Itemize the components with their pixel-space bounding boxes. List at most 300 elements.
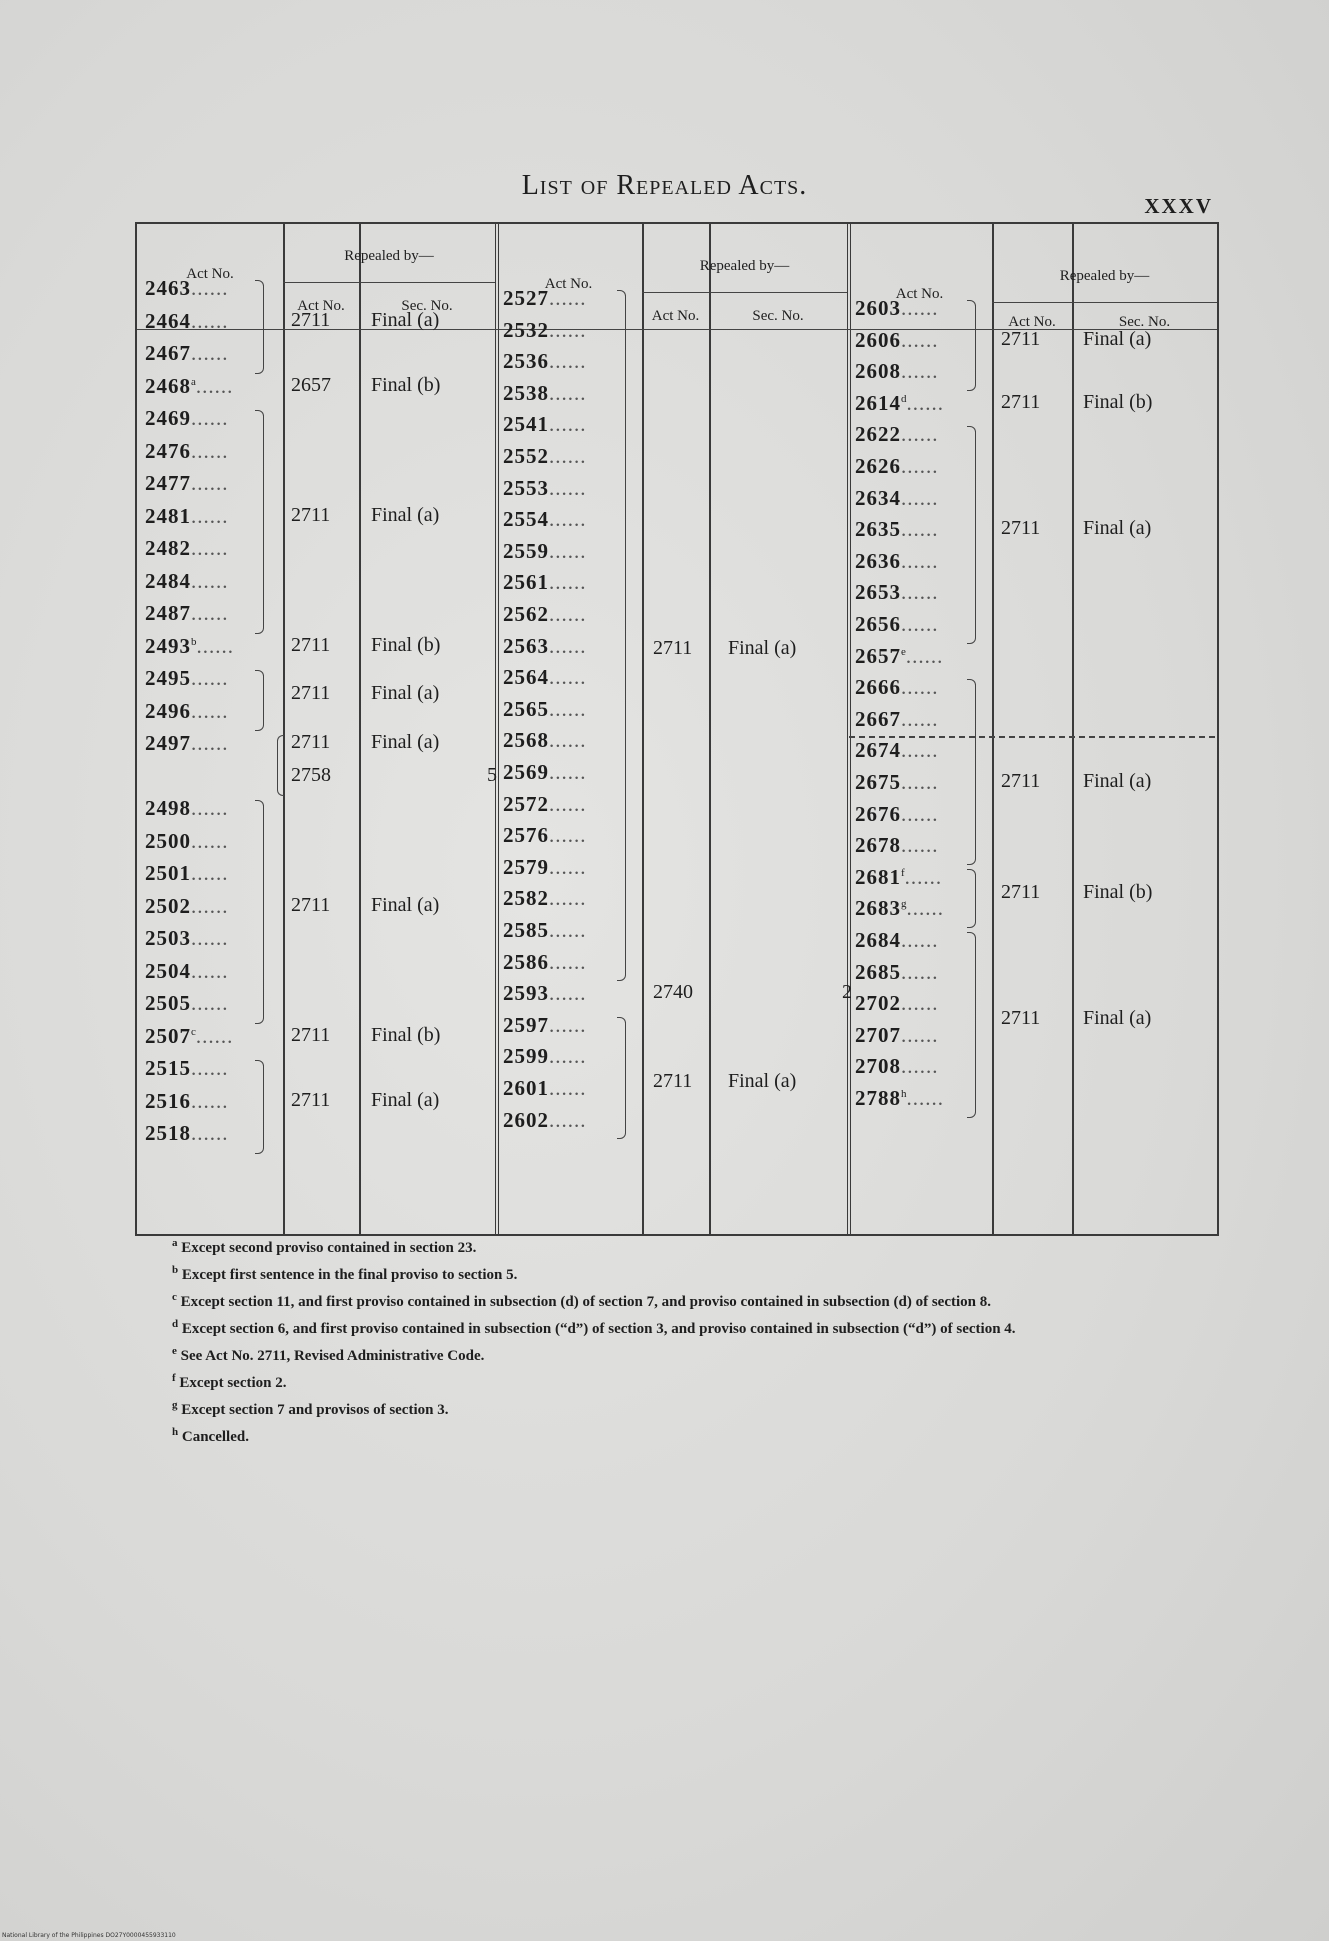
act-row — [145, 439, 229, 464]
dot-leader: ...... — [191, 698, 229, 723]
act-row — [855, 580, 939, 605]
act-row — [145, 731, 229, 756]
dot-leader: ...... — [901, 706, 939, 731]
act-number: 2634 — [855, 485, 901, 510]
dot-leader: ...... — [901, 801, 939, 826]
repealing-act-no: 2711 — [291, 633, 331, 656]
dot-leader: ...... — [549, 570, 587, 595]
dot-leader: ...... — [191, 861, 229, 885]
dot-leader: ...... — [196, 633, 234, 658]
repealing-sec-no: Final (b) — [371, 1023, 441, 1046]
act-row — [503, 823, 587, 848]
act-row — [503, 381, 587, 406]
act-number: 2516 — [145, 1088, 191, 1113]
grouping-brace — [967, 932, 976, 1118]
header-sec-no: Sec. No. — [401, 298, 453, 314]
footnote-text: Except second proviso contained in section 23. — [177, 1240, 477, 1256]
dot-leader: ...... — [549, 538, 587, 563]
act-row — [145, 1089, 229, 1114]
footnote — [120, 1259, 1200, 1286]
act-number: 2622 — [855, 422, 901, 447]
act-row — [503, 349, 587, 374]
act-row — [145, 991, 229, 1016]
act-row — [503, 286, 587, 311]
act-number: 2563 — [503, 633, 549, 658]
act-row — [503, 1076, 587, 1101]
repealing-act-no: 2711 — [291, 731, 331, 753]
col-separator — [1072, 224, 1074, 1234]
act-number: 2683 — [855, 896, 901, 921]
dot-leader: ...... — [549, 728, 587, 753]
dot-leader: ...... — [191, 471, 229, 495]
col-separator — [359, 224, 361, 1234]
dot-leader: ...... — [901, 959, 939, 984]
act-row — [503, 886, 587, 911]
footnote-marker: h — [172, 1426, 179, 1438]
repealing-act-no: 2711 — [291, 308, 331, 331]
act-row — [855, 770, 939, 795]
dot-leader: ...... — [191, 958, 229, 983]
dot-leader: ...... — [191, 406, 229, 430]
repealing-sec-no: 2 — [842, 981, 852, 1004]
repealing-sec-no: Final (a) — [1083, 1007, 1152, 1029]
footnote — [120, 1232, 1200, 1259]
header-rule — [283, 282, 495, 283]
dot-leader: ...... — [906, 1086, 944, 1110]
grouping-brace — [255, 280, 264, 374]
col-separator — [283, 224, 285, 1234]
act-number: 2487 — [145, 601, 191, 625]
dot-leader: ...... — [901, 1054, 939, 1079]
act-number: 2476 — [145, 438, 191, 463]
dot-leader: ...... — [901, 770, 939, 794]
dot-leader: ...... — [191, 601, 229, 625]
act-row — [145, 861, 229, 886]
footnote-marker: c — [172, 1291, 177, 1303]
act-number: 2602 — [503, 1107, 549, 1132]
header-act-no: Act No. — [895, 286, 944, 302]
dot-leader: ...... — [901, 675, 939, 700]
act-row — [855, 1023, 939, 1048]
footnote — [120, 1394, 1200, 1421]
dot-leader: ...... — [549, 1076, 587, 1100]
dot-leader: ...... — [549, 1012, 587, 1037]
act-row — [855, 454, 939, 479]
dot-leader: ...... — [549, 602, 587, 626]
act-number: 2497 — [145, 731, 191, 755]
repealing-act-no: 2711 — [291, 893, 331, 916]
act-row — [855, 738, 939, 763]
col-separator — [642, 224, 644, 1234]
footnote-text: Except section 6, and first proviso contained in subsection (“d”) of section 3, and proviso contained in subsection (“d”) of section 4. — [178, 1321, 1016, 1337]
footnote-marker: g — [172, 1399, 178, 1411]
act-number: 2467 — [145, 341, 191, 365]
act-number: 2653 — [855, 580, 901, 605]
dot-leader: ...... — [195, 1023, 234, 1048]
repealing-act-no: 2711 — [291, 682, 331, 705]
act-number: 2608 — [855, 359, 901, 384]
act-number: 2788 — [855, 1086, 901, 1110]
footnote-marker: g — [901, 898, 907, 911]
footnote — [120, 1286, 1200, 1313]
dot-leader: ...... — [904, 864, 943, 889]
dot-leader: ...... — [549, 286, 587, 310]
dot-leader: ...... — [901, 422, 939, 447]
repealing-sec-no: Final (a) — [371, 308, 440, 331]
dot-leader: ...... — [549, 886, 587, 911]
repealing-act-no: 2657 — [291, 373, 331, 396]
grouping-brace — [255, 800, 264, 1024]
act-number: 2585 — [503, 918, 549, 942]
act-number: 2576 — [503, 823, 549, 848]
act-row — [855, 928, 939, 953]
act-row — [855, 865, 942, 890]
dot-leader: ...... — [191, 926, 229, 950]
act-row — [503, 634, 587, 659]
act-row — [145, 926, 229, 951]
grouping-brace — [255, 670, 264, 731]
dot-leader: ...... — [549, 317, 587, 342]
act-number: 2601 — [503, 1076, 549, 1100]
act-number: 2501 — [145, 861, 191, 885]
dot-leader: ...... — [549, 1044, 587, 1069]
dot-leader: ...... — [549, 760, 587, 784]
footnote-marker: d — [901, 392, 907, 405]
header-rule — [642, 292, 847, 293]
act-row — [145, 406, 229, 431]
repealing-sec-no: Final (a) — [1083, 770, 1152, 792]
act-row — [855, 896, 944, 921]
act-number: 2493 — [145, 633, 191, 658]
dot-leader: ...... — [549, 696, 587, 721]
dot-leader: ...... — [549, 380, 587, 405]
dot-leader: ...... — [191, 893, 229, 918]
header-sub-act-no: Act No. — [1008, 314, 1056, 330]
act-row — [503, 476, 587, 501]
grouping-brace — [967, 426, 976, 643]
act-row — [145, 374, 233, 399]
header-act-no: Act No. — [544, 276, 593, 292]
dot-leader: ...... — [906, 390, 944, 415]
act-number: 2579 — [503, 854, 549, 879]
act-number: 2500 — [145, 828, 191, 853]
repealing-sec-no: Final (a) — [371, 1088, 440, 1111]
dot-leader: ...... — [191, 536, 229, 560]
act-number: 2681 — [855, 864, 901, 889]
act-number: 2495 — [145, 666, 191, 690]
act-row — [855, 1054, 939, 1079]
act-number: 2565 — [503, 696, 549, 721]
dot-leader: ...... — [191, 503, 229, 528]
dot-leader: ...... — [549, 981, 587, 1006]
act-row — [855, 960, 939, 985]
act-row — [855, 833, 939, 858]
footnote-marker: d — [172, 1318, 179, 1330]
repealing-sec-no: Final (a) — [371, 731, 440, 753]
act-row — [855, 517, 939, 542]
dot-leader: ...... — [901, 738, 939, 763]
dot-leader: ...... — [549, 665, 587, 690]
repealing-sec-no: Final (a) — [1083, 517, 1152, 540]
scan-label: National Library of the Philippines DO27Y0000455933110 — [2, 1932, 176, 1939]
act-row — [145, 666, 229, 691]
act-row — [145, 959, 229, 984]
grouping-brace — [967, 679, 976, 865]
repealing-sec-no: Final (a) — [371, 503, 440, 526]
dot-leader: ...... — [901, 327, 939, 352]
act-row — [503, 697, 587, 722]
act-number: 2496 — [145, 698, 191, 723]
dot-leader: ...... — [549, 854, 587, 879]
dot-leader: ...... — [549, 823, 587, 848]
act-row — [855, 675, 939, 700]
act-number: 2477 — [145, 471, 191, 495]
dot-leader: ...... — [906, 896, 944, 921]
header-act-no: Act No. — [186, 266, 234, 282]
act-row — [503, 950, 587, 975]
act-row — [503, 444, 587, 469]
act-number: 2708 — [855, 1054, 901, 1079]
footnote-text: Except section 11, and first proviso contained in subsection (d) of section 7, and proviso contained in subsection (d) of section 8. — [176, 1294, 991, 1310]
repealing-sec-no: Final (b) — [371, 633, 441, 656]
dot-leader: ...... — [549, 475, 587, 500]
header-sec-no: Sec. No. — [752, 308, 804, 324]
act-number: 2675 — [855, 770, 901, 794]
dot-leader: ...... — [901, 548, 939, 573]
act-number: 2482 — [145, 536, 191, 560]
act-row — [503, 728, 587, 753]
repealing-sec-no: Final (a) — [371, 682, 440, 705]
dot-leader: ...... — [901, 991, 939, 1016]
footnote-text: Except section 2. — [175, 1375, 287, 1391]
footnote — [120, 1367, 1200, 1394]
dot-leader: ...... — [901, 359, 939, 384]
header-sec-no: Sec. No. — [1118, 314, 1171, 330]
act-row — [503, 570, 587, 595]
act-number: 2702 — [855, 991, 901, 1016]
act-number: 2562 — [503, 602, 549, 626]
act-number: 2656 — [855, 612, 901, 636]
repealing-sec-no: Final (a) — [728, 1069, 797, 1092]
repealing-sec-no: 5 — [487, 763, 497, 786]
act-number: 2586 — [503, 949, 549, 974]
act-number: 2569 — [503, 760, 549, 784]
act-number: 2469 — [145, 406, 191, 430]
act-row — [145, 699, 229, 724]
act-number: 2635 — [855, 517, 901, 542]
dot-leader: ...... — [901, 612, 939, 636]
dot-leader: ...... — [195, 373, 234, 398]
grouping-brace — [617, 290, 626, 981]
footnote-marker: h — [901, 1088, 907, 1100]
act-number: 2484 — [145, 568, 191, 593]
act-number: 2561 — [503, 570, 549, 595]
act-number: 2626 — [855, 454, 901, 478]
repealing-act-no: 2758 — [291, 763, 331, 786]
repealing-act-no: 2711 — [1001, 327, 1041, 350]
act-number: 2527 — [503, 286, 549, 310]
act-row — [503, 1044, 587, 1069]
header-sub-act-no: Act No. — [297, 298, 345, 314]
act-row — [855, 296, 939, 321]
act-number: 2597 — [503, 1012, 549, 1037]
act-row — [145, 1056, 229, 1081]
dot-leader: ...... — [191, 731, 229, 755]
dot-leader: ...... — [901, 928, 939, 952]
act-row — [855, 486, 939, 511]
act-row — [145, 894, 229, 919]
act-number: 2599 — [503, 1044, 549, 1069]
act-number: 2568 — [503, 728, 549, 753]
dot-leader: ...... — [901, 454, 939, 478]
dot-leader: ...... — [191, 341, 229, 365]
grouping-brace — [967, 869, 976, 928]
page-title: List of Repealed Acts. — [521, 170, 808, 201]
act-row — [855, 328, 939, 353]
act-number: 2685 — [855, 959, 901, 984]
act-number: 2582 — [503, 886, 549, 911]
footnote-text: Except first sentence in the final proviso to section 5. — [178, 1267, 518, 1283]
footnote-marker: a — [172, 1237, 178, 1249]
act-row — [503, 792, 587, 817]
grouping-brace — [255, 1060, 264, 1154]
repealing-act-no: 2711 — [291, 1088, 331, 1111]
dot-leader: ...... — [191, 1121, 229, 1145]
dot-leader: ...... — [191, 796, 229, 820]
footnote-marker: a — [191, 375, 196, 388]
repealing-act-no: 2711 — [653, 1069, 693, 1092]
act-number: 2541 — [503, 412, 549, 437]
footnote-text: See Act No. 2711, Revised Administrative Code. — [176, 1348, 485, 1364]
repealing-sec-no: Final (b) — [1083, 880, 1153, 903]
dot-leader: ...... — [191, 666, 229, 690]
repealing-sec-no: Final (a) — [371, 893, 440, 916]
act-number: 2657 — [855, 643, 901, 668]
repealing-act-no: 2711 — [1001, 1007, 1041, 1029]
dot-leader: ...... — [901, 296, 939, 320]
repealing-act-no: 2711 — [1001, 517, 1041, 540]
repealing-sec-no: Final (a) — [1083, 327, 1152, 350]
act-row — [145, 634, 234, 659]
header-sub-act-no: Act No. — [651, 308, 700, 324]
repealing-act-no: 2740 — [653, 981, 693, 1004]
act-number: 2614 — [855, 390, 901, 415]
act-number: 2504 — [145, 958, 191, 983]
act-row — [503, 981, 587, 1006]
act-row — [855, 1086, 944, 1111]
repealing-sec-no: Final (b) — [371, 373, 441, 396]
repealing-sec-no: Final (a) — [728, 636, 797, 659]
act-row — [503, 412, 587, 437]
act-number: 2518 — [145, 1121, 191, 1145]
header-rule — [992, 302, 1217, 303]
act-row — [145, 536, 229, 561]
act-row — [855, 359, 939, 384]
footnote — [120, 1340, 1200, 1367]
act-row — [503, 1108, 587, 1133]
dot-leader: ...... — [901, 485, 939, 510]
repealing-act-no: 2711 — [1001, 770, 1041, 792]
dot-leader: ...... — [901, 517, 939, 542]
act-row — [503, 318, 587, 343]
dot-leader: ...... — [901, 833, 939, 858]
footnote-marker: e — [901, 645, 906, 658]
footnote-marker: e — [172, 1345, 177, 1357]
act-row — [503, 665, 587, 690]
act-number: 2505 — [145, 991, 191, 1015]
footnote — [120, 1421, 1200, 1448]
act-number: 2564 — [503, 665, 549, 690]
act-row — [855, 549, 939, 574]
footnote-marker: f — [901, 866, 905, 879]
act-number: 2538 — [503, 380, 549, 405]
act-row — [503, 760, 587, 785]
dot-leader: ...... — [549, 1107, 587, 1132]
footnote-marker: b — [191, 635, 197, 648]
act-row — [145, 276, 229, 301]
act-number: 2674 — [855, 738, 901, 763]
act-row — [503, 539, 587, 564]
act-number: 2678 — [855, 833, 901, 858]
header-repealed-by: Repealed by— — [344, 248, 434, 264]
act-number: 2507 — [145, 1023, 191, 1048]
act-row — [855, 802, 939, 827]
act-number: 2464 — [145, 308, 191, 333]
act-row — [145, 569, 229, 594]
repealing-act-no: 2711 — [1001, 880, 1041, 903]
act-number: 2707 — [855, 1022, 901, 1047]
act-row — [145, 1121, 229, 1146]
act-number: 2559 — [503, 538, 549, 563]
act-row — [503, 1013, 587, 1038]
dot-leader: ...... — [191, 276, 229, 300]
act-number: 2502 — [145, 893, 191, 918]
dot-leader: ...... — [905, 643, 944, 668]
dot-leader: ...... — [191, 1056, 229, 1080]
act-row — [855, 612, 939, 637]
grouping-brace — [255, 410, 264, 634]
dot-leader: ...... — [191, 568, 229, 593]
footnotes — [120, 1232, 1200, 1448]
header-repealed-by: Repealed by— — [1059, 268, 1150, 284]
act-row — [503, 602, 587, 627]
repealed-acts-table — [135, 222, 1219, 1236]
act-row — [855, 644, 943, 669]
act-row — [145, 309, 229, 334]
act-number: 2468 — [145, 373, 191, 398]
col-separator — [709, 224, 711, 1234]
repealing-act-no: 2711 — [1001, 390, 1041, 413]
act-row — [145, 1024, 233, 1049]
dot-leader: ...... — [191, 308, 229, 333]
act-row — [855, 991, 939, 1016]
act-number: 2606 — [855, 327, 901, 352]
act-row — [145, 829, 229, 854]
act-row — [145, 601, 229, 626]
act-number: 2553 — [503, 475, 549, 500]
dot-leader: ...... — [191, 828, 229, 853]
dot-leader: ...... — [549, 507, 587, 532]
act-number: 2572 — [503, 791, 549, 816]
act-number: 2536 — [503, 349, 549, 374]
footnote-marker: f — [172, 1372, 176, 1384]
act-number: 2554 — [503, 507, 549, 532]
footnote — [120, 1313, 1200, 1340]
header-repealed-by: Repealed by— — [699, 258, 790, 274]
act-number: 2636 — [855, 548, 901, 573]
act-number: 2676 — [855, 801, 901, 826]
dot-leader: ...... — [549, 412, 587, 437]
